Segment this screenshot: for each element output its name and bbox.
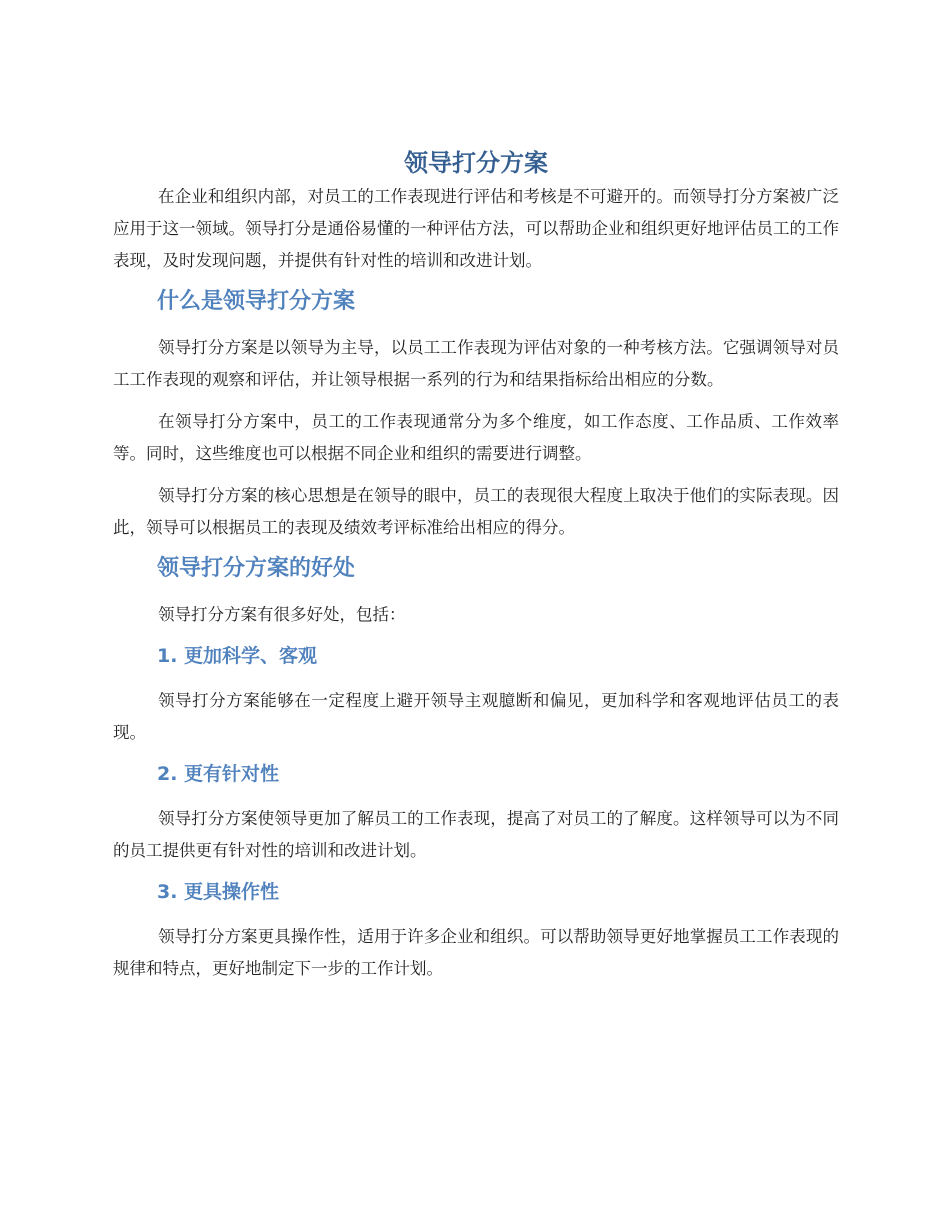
benefit-heading-1: 1. 更加科学、客观 [157,645,318,667]
section1-paragraph-1: 领导打分方案是以领导为主导，以员工工作表现为评估对象的一种考核方法。它强调领导对员工工作表现的观察和评估，并让领导根据一系列的行为和结果指标给出相应的分数。 [113,338,839,389]
spacer [113,907,839,921]
section-heading-what-is: 什么是领导打分方案 [157,289,356,314]
benefit-text-1: 领导打分方案能够在一定程度上避开领导主观臆断和偏见，更加科学和客观地评估员工的表现。 [113,691,839,742]
document-content [113,145,839,985]
benefit-text-2: 领导打分方案使领导更加了解员工的工作表现，提高了对员工的了解度。这样领导可以为不同的员工提供更有针对性的培训和改进计划。 [113,809,839,860]
spacer [113,470,839,480]
spacer [113,586,839,599]
spacer [113,319,839,332]
benefit-text-3: 领导打分方案更具操作性，适用于许多企业和组织。可以帮助领导更好地掌握员工工作表现的规律和特点，更好地制定下一步的工作计划。 [113,927,839,978]
spacer [113,396,839,406]
benefit-heading-3: 3. 更具操作性 [157,881,280,903]
spacer [113,789,839,803]
spacer [113,631,839,641]
spacer [113,671,839,685]
benefits-lead-paragraph: 领导打分方案有很多好处，包括： [158,605,406,624]
section1-paragraph-2: 在领导打分方案中，员工的工作表现通常分为多个维度，如工作态度、工作品质、工作效率等。同时，这些维度也可以根据不同企业和组织的需要进行调整。 [113,412,839,463]
spacer [113,277,839,285]
benefit-heading-2: 2. 更有针对性 [157,763,280,785]
spacer [113,867,839,877]
section1-paragraph-3: 领导打分方案的核心思想是在领导的眼中，员工的表现很大程度上取决于他们的实际表现。因此，领导可以根据员工的表现及绩效考评标准给出相应的得分。 [113,486,839,537]
intro-paragraph: 在企业和组织内部，对员工的工作表现进行评估和考核是不可避开的。而领导打分方案被广泛应用于这一领域。领导打分是通俗易懂的一种评估方法，可以帮助企业和组织更好地评估员工的工作表现，及时发现问题，并提供有针对性的培训和改进计划。 [113,187,839,270]
spacer [113,749,839,759]
spacer [113,544,839,552]
document-title: 领导打分方案 [404,149,548,177]
section-heading-benefits: 领导打分方案的好处 [157,556,356,581]
